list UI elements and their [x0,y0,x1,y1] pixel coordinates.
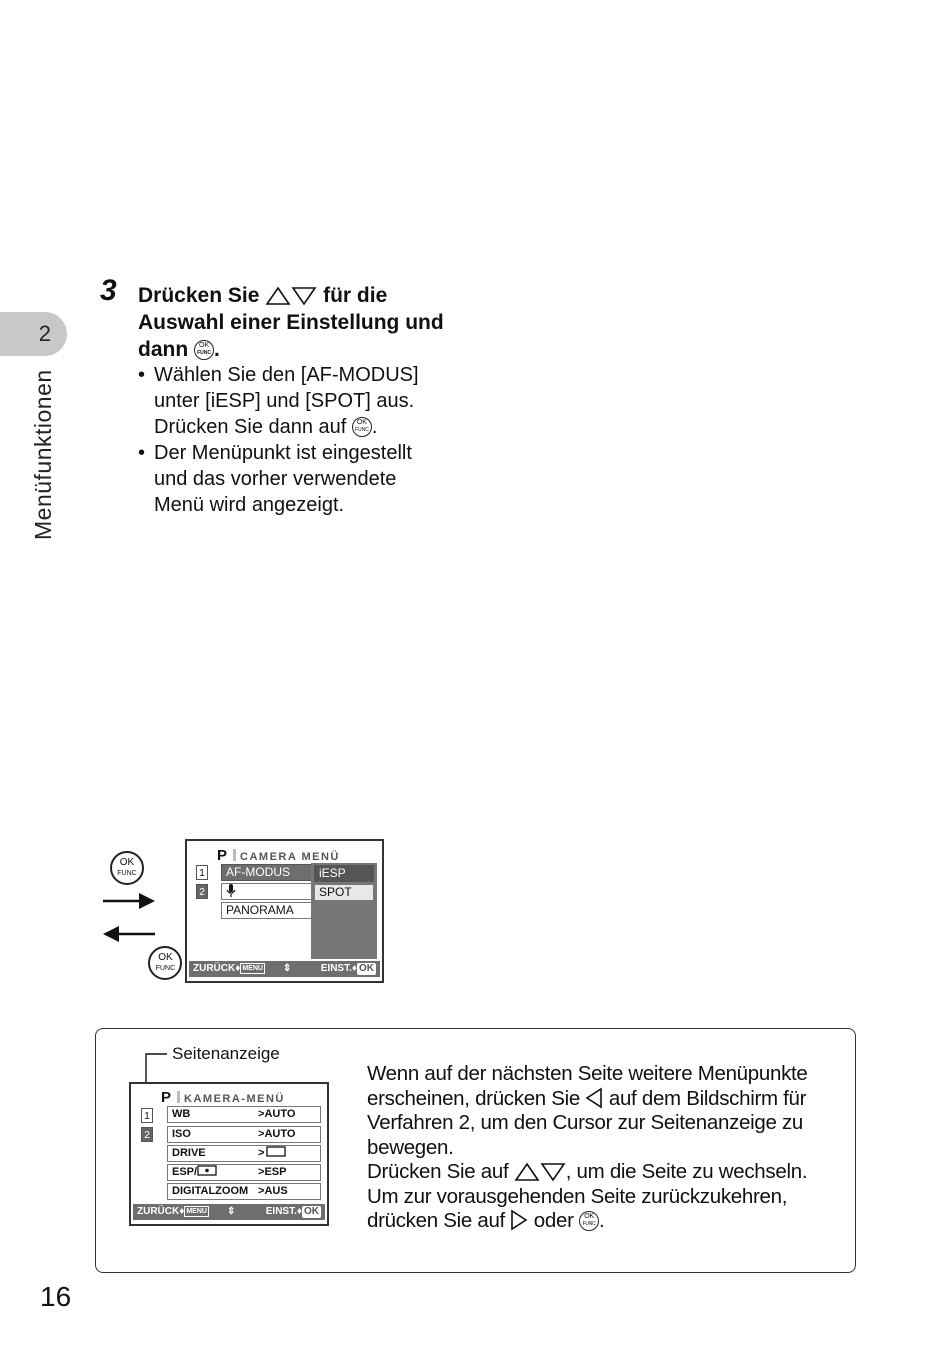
scroll-icon: ⇕ [227,1206,236,1217]
step-heading: Drücken Sie für die Auswahl einer Einstellung und dann OK FUNC . [138,284,444,361]
ok-func-button-icon: OK FUNC [148,946,182,980]
menu-row-voice[interactable] [221,883,313,900]
left-arrow-icon [103,923,155,945]
menu-row-drive[interactable]: DRIVE > [167,1145,321,1162]
right-arrow-icon [510,1209,528,1231]
info-paragraph: Wenn auf der nächsten Seite weitere Menüpunkte erscheinen, drücken Sie auf dem Bildschirm für Verfahren 2, um den Cursor zur Seitenanzeige zu bewegen. [367,1062,808,1159]
down-arrow-icon [291,286,317,306]
right-arrow-icon [103,890,155,912]
bullet-item: • Wählen Sie den [AF-MODUS] unter [iESP] und [SPOT] aus. Drücken Sie dann auf OK FUNC . [138,362,448,440]
menu-row-digitalzoom[interactable]: DIGITALZOOM >AUS [167,1183,321,1200]
ok-func-button-icon: OK FUNC [110,851,144,885]
ok-func-icon: OK FUNC [579,1211,599,1231]
camera-menu-screen [185,839,384,983]
menu-row-panorama[interactable]: PANORAMA [221,902,313,919]
menu-row-esp[interactable]: ESP/ >ESP [167,1164,321,1181]
screen-title: P CAMERA MENÜ [217,847,340,864]
info-paragraph: Drücken Sie auf , um die Seite zu wechseln. [367,1160,808,1183]
down-arrow-icon [540,1162,566,1182]
single-frame-icon [266,1146,286,1157]
step-heading-part2: für die Auswahl einer Einstellung und dann [138,284,444,361]
menu-row-iso[interactable]: ISO >AUTO [167,1126,321,1143]
left-arrow-icon [585,1087,603,1109]
page-indicator-1: 1 [196,865,208,880]
scroll-icon: ⇕ [283,963,292,974]
option-spot[interactable]: SPOT [314,884,374,901]
spot-metering-icon [197,1165,217,1176]
chapter-number: 2 [38,321,51,346]
screen-title: P KAMERA-MENÜ [161,1089,285,1106]
info-paragraph: Um zur vorausgehenden Seite zurückzukehren, drücken Sie auf oder OK FUNC . [367,1184,788,1232]
chapter-label: Menüfunktionen [30,369,56,540]
kamera-menu-screen [129,1082,329,1226]
up-arrow-icon [265,286,291,306]
callout-label: Seitenanzeige [172,1044,280,1063]
ok-func-icon: OK FUNC [352,417,372,437]
bullet-item: • Der Menüpunkt ist eingestellt und das vorher verwendete Menü wird angezeigt. [138,440,448,518]
chapter-tab [0,312,67,356]
page-indicator-1: 1 [141,1108,153,1123]
ok-func-icon: OK FUNC [194,340,214,360]
microphone-icon [226,884,236,897]
page-indicator-2: 2 [141,1127,153,1142]
menu-row-wb[interactable]: WB >AUTO [167,1106,321,1123]
step-heading-part1: Drücken Sie [138,284,260,307]
screen-bottom-bar: ZURÜCK♦ MENU ⇕ EINST.♦ OK [189,961,380,977]
screen-bottom-bar: ZURÜCK♦ MENU ⇕ EINST.♦ OK [133,1204,325,1220]
info-text [367,1062,842,1234]
menu-row-af-modus[interactable]: AF-MODUS [221,864,313,881]
option-iesp[interactable]: iESP [314,865,374,882]
page-number: 16 [40,1281,72,1312]
page-indicator-2: 2 [196,884,208,899]
up-arrow-icon [514,1162,540,1182]
step-number: 3 [100,274,117,307]
step-bullets [138,362,448,518]
